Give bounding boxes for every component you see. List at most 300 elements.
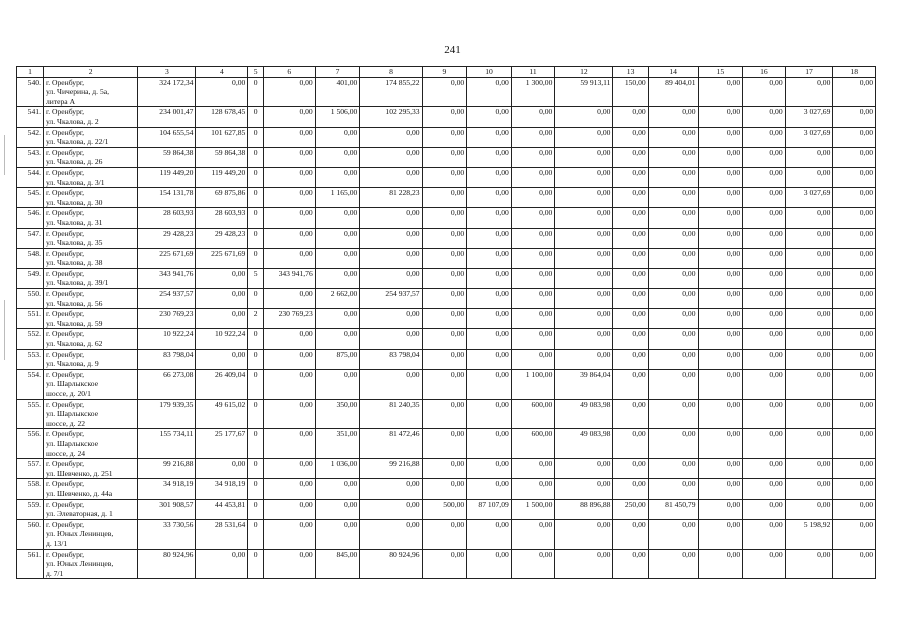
amount-cell: 225 671,69 — [138, 248, 196, 268]
address-cell: г. Оренбург, ул. Чкалова, д. 56 — [43, 289, 137, 309]
amount-cell: 0,00 — [263, 519, 315, 549]
count-cell: 0 — [248, 208, 264, 228]
amount-cell: 0,00 — [648, 228, 698, 248]
table-row — [17, 429, 876, 459]
amount-cell: 0,00 — [698, 208, 743, 228]
row-number-cell: 549. — [17, 268, 44, 288]
amount-cell: 0,00 — [833, 519, 876, 549]
row-number-cell: 540. — [17, 77, 44, 107]
amount-cell: 0,00 — [648, 289, 698, 309]
amount-cell: 0,00 — [613, 107, 648, 127]
count-cell: 0 — [248, 459, 264, 479]
amount-cell: 0,00 — [613, 429, 648, 459]
address-cell: г. Оренбург, ул. Чкалова, д. 35 — [43, 228, 137, 248]
amount-cell: 0,00 — [467, 228, 512, 248]
column-header: 18 — [833, 67, 876, 78]
count-cell: 0 — [248, 399, 264, 429]
amount-cell: 0,00 — [263, 77, 315, 107]
amount-cell: 230 769,23 — [138, 309, 196, 329]
amount-cell: 0,00 — [467, 127, 512, 147]
amount-cell: 0,00 — [555, 329, 613, 349]
amount-cell: 0,00 — [555, 147, 613, 167]
amount-cell: 0,00 — [196, 289, 248, 309]
amount-cell: 0,00 — [422, 127, 467, 147]
amount-cell: 0,00 — [422, 309, 467, 329]
amount-cell: 49 083,98 — [555, 399, 613, 429]
amount-cell: 0,00 — [785, 268, 833, 288]
amount-cell: 350,00 — [315, 399, 360, 429]
amount-cell: 845,00 — [315, 549, 360, 579]
amount-cell: 0,00 — [833, 248, 876, 268]
amount-cell: 0,00 — [315, 248, 360, 268]
amount-cell: 0,00 — [555, 107, 613, 127]
amount-cell: 0,00 — [648, 167, 698, 187]
amount-cell: 0,00 — [555, 208, 613, 228]
address-cell: г. Оренбург, ул. Юных Ленинцев, д. 13/1 — [43, 519, 137, 549]
amount-cell: 0,00 — [422, 479, 467, 499]
column-header: 15 — [698, 67, 743, 78]
amount-cell: 0,00 — [743, 77, 786, 107]
amount-cell: 80 924,96 — [360, 549, 422, 579]
amount-cell: 0,00 — [743, 519, 786, 549]
amount-cell: 0,00 — [613, 228, 648, 248]
count-cell: 0 — [248, 167, 264, 187]
scan-edge-mark — [4, 135, 5, 175]
amount-cell: 0,00 — [743, 329, 786, 349]
address-cell: г. Оренбург, ул. Чичерина, д. 5а, литера А — [43, 77, 137, 107]
amount-cell: 0,00 — [785, 309, 833, 329]
amount-cell: 0,00 — [785, 499, 833, 519]
amount-cell: 0,00 — [422, 147, 467, 167]
address-cell: г. Оренбург, ул. Чкалова, д. 59 — [43, 309, 137, 329]
amount-cell: 324 172,34 — [138, 77, 196, 107]
amount-cell: 0,00 — [785, 549, 833, 579]
amount-cell: 0,00 — [785, 329, 833, 349]
amount-cell: 0,00 — [422, 349, 467, 369]
amount-cell: 0,00 — [422, 248, 467, 268]
amount-cell: 250,00 — [613, 499, 648, 519]
amount-cell: 0,00 — [422, 289, 467, 309]
amount-cell: 0,00 — [648, 107, 698, 127]
amount-cell: 0,00 — [360, 309, 422, 329]
amount-cell: 600,00 — [511, 399, 555, 429]
address-cell: г. Оренбург, ул. Шарлыкское шоссе, д. 22 — [43, 399, 137, 429]
amount-cell: 600,00 — [511, 429, 555, 459]
amount-cell: 0,00 — [422, 188, 467, 208]
amount-cell: 0,00 — [698, 309, 743, 329]
amount-cell: 10 922,24 — [138, 329, 196, 349]
row-number-cell: 550. — [17, 289, 44, 309]
amount-cell: 0,00 — [833, 127, 876, 147]
row-number-cell: 547. — [17, 228, 44, 248]
amount-cell: 0,00 — [511, 248, 555, 268]
amount-cell: 0,00 — [467, 77, 512, 107]
amount-cell: 0,00 — [315, 228, 360, 248]
amount-cell: 0,00 — [467, 349, 512, 369]
amount-cell: 0,00 — [785, 208, 833, 228]
amount-cell: 0,00 — [698, 268, 743, 288]
amount-cell: 0,00 — [511, 268, 555, 288]
amount-cell: 154 131,78 — [138, 188, 196, 208]
amount-cell: 234 001,47 — [138, 107, 196, 127]
amount-cell: 0,00 — [555, 549, 613, 579]
amount-cell: 119 449,20 — [196, 167, 248, 187]
amount-cell: 0,00 — [360, 127, 422, 147]
table-row — [17, 399, 876, 429]
scan-edge-mark — [4, 300, 5, 360]
amount-cell: 101 627,85 — [196, 127, 248, 147]
amount-cell: 0,00 — [467, 248, 512, 268]
amount-cell: 28 603,93 — [196, 208, 248, 228]
table-row — [17, 208, 876, 228]
row-number-cell: 559. — [17, 499, 44, 519]
amount-cell: 500,00 — [422, 499, 467, 519]
address-cell: г. Оренбург, ул. Чкалова, д. 26 — [43, 147, 137, 167]
amount-cell: 0,00 — [555, 289, 613, 309]
amount-cell: 0,00 — [555, 459, 613, 479]
amount-cell: 0,00 — [196, 549, 248, 579]
amount-cell: 0,00 — [833, 499, 876, 519]
address-cell: г. Оренбург, ул. Чкалова, д. 2 — [43, 107, 137, 127]
amount-cell: 0,00 — [467, 208, 512, 228]
amount-cell: 2 662,00 — [315, 289, 360, 309]
amount-cell: 0,00 — [743, 167, 786, 187]
count-cell: 0 — [248, 228, 264, 248]
amount-cell: 0,00 — [467, 519, 512, 549]
count-cell: 0 — [248, 369, 264, 399]
amount-cell: 0,00 — [263, 459, 315, 479]
amount-cell: 0,00 — [648, 459, 698, 479]
amount-cell: 29 428,23 — [196, 228, 248, 248]
count-cell: 0 — [248, 107, 264, 127]
amount-cell: 0,00 — [263, 549, 315, 579]
amount-cell: 0,00 — [833, 188, 876, 208]
amount-cell: 0,00 — [833, 479, 876, 499]
amount-cell: 0,00 — [743, 459, 786, 479]
amount-cell: 0,00 — [743, 147, 786, 167]
amount-cell: 0,00 — [648, 268, 698, 288]
amount-cell: 0,00 — [315, 519, 360, 549]
count-cell: 0 — [248, 147, 264, 167]
amount-cell: 0,00 — [422, 268, 467, 288]
table-row — [17, 147, 876, 167]
amount-cell: 0,00 — [511, 519, 555, 549]
amount-cell: 81 240,35 — [360, 399, 422, 429]
table-row — [17, 549, 876, 579]
amount-cell: 0,00 — [613, 188, 648, 208]
amount-cell: 0,00 — [467, 289, 512, 309]
amount-cell: 343 941,76 — [263, 268, 315, 288]
amount-cell: 0,00 — [263, 127, 315, 147]
amount-cell: 0,00 — [263, 479, 315, 499]
address-cell: г. Оренбург, ул. Чкалова, д. 9 — [43, 349, 137, 369]
amount-cell: 0,00 — [196, 309, 248, 329]
amount-cell: 0,00 — [743, 188, 786, 208]
amount-cell: 0,00 — [785, 479, 833, 499]
amount-cell: 0,00 — [467, 429, 512, 459]
amount-cell: 0,00 — [263, 369, 315, 399]
amount-cell: 0,00 — [511, 208, 555, 228]
column-header: 12 — [555, 67, 613, 78]
column-header: 11 — [511, 67, 555, 78]
amount-cell: 0,00 — [360, 167, 422, 187]
amount-cell: 0,00 — [833, 349, 876, 369]
amount-cell: 0,00 — [360, 147, 422, 167]
row-number-cell: 558. — [17, 479, 44, 499]
amount-cell: 102 295,33 — [360, 107, 422, 127]
amount-cell: 39 864,04 — [555, 369, 613, 399]
amount-cell: 3 027,69 — [785, 107, 833, 127]
amount-cell: 0,00 — [511, 188, 555, 208]
count-cell: 2 — [248, 309, 264, 329]
row-number-cell: 561. — [17, 549, 44, 579]
amount-cell: 0,00 — [422, 519, 467, 549]
amount-cell: 1 300,00 — [511, 77, 555, 107]
row-number-cell: 543. — [17, 147, 44, 167]
amount-cell: 0,00 — [467, 329, 512, 349]
amount-cell: 0,00 — [785, 77, 833, 107]
amount-cell: 0,00 — [555, 479, 613, 499]
row-number-cell: 544. — [17, 167, 44, 187]
amount-cell: 0,00 — [613, 459, 648, 479]
amount-cell: 0,00 — [648, 349, 698, 369]
page-number: 241 — [444, 44, 461, 56]
amount-cell: 0,00 — [511, 147, 555, 167]
address-cell: г. Оренбург, ул. Шарлыкское шоссе, д. 24 — [43, 429, 137, 459]
row-number-cell: 560. — [17, 519, 44, 549]
amount-cell: 0,00 — [785, 228, 833, 248]
amount-cell: 0,00 — [511, 549, 555, 579]
count-cell: 0 — [248, 499, 264, 519]
amount-cell: 0,00 — [360, 268, 422, 288]
row-number-cell: 541. — [17, 107, 44, 127]
amount-cell: 0,00 — [422, 208, 467, 228]
amount-cell: 1 165,00 — [315, 188, 360, 208]
address-cell: г. Оренбург, ул. Чкалова, д. 31 — [43, 208, 137, 228]
amount-cell: 0,00 — [743, 228, 786, 248]
column-header: 5 — [248, 67, 264, 78]
amount-cell: 0,00 — [467, 549, 512, 579]
amount-cell: 49 615,02 — [196, 399, 248, 429]
amount-cell: 0,00 — [511, 459, 555, 479]
amount-cell: 87 107,09 — [467, 499, 512, 519]
amount-cell: 0,00 — [613, 369, 648, 399]
amount-cell: 81 228,23 — [360, 188, 422, 208]
amount-cell: 0,00 — [698, 248, 743, 268]
amount-cell: 26 409,04 — [196, 369, 248, 399]
amount-cell: 0,00 — [833, 459, 876, 479]
amount-cell: 0,00 — [698, 369, 743, 399]
amount-cell: 0,00 — [698, 167, 743, 187]
amount-cell: 0,00 — [833, 208, 876, 228]
column-header: 10 — [467, 67, 512, 78]
amount-cell: 69 875,86 — [196, 188, 248, 208]
table-row — [17, 519, 876, 549]
amount-cell: 0,00 — [743, 549, 786, 579]
table-row — [17, 349, 876, 369]
amount-cell: 0,00 — [360, 369, 422, 399]
amount-cell: 59 913,11 — [555, 77, 613, 107]
table-row — [17, 459, 876, 479]
table-row — [17, 329, 876, 349]
row-number-cell: 548. — [17, 248, 44, 268]
amount-cell: 0,00 — [555, 188, 613, 208]
amount-cell: 0,00 — [743, 268, 786, 288]
amount-cell: 29 428,23 — [138, 228, 196, 248]
amount-cell: 99 216,88 — [138, 459, 196, 479]
amount-cell: 0,00 — [613, 248, 648, 268]
amount-cell: 0,00 — [315, 127, 360, 147]
amount-cell: 0,00 — [511, 167, 555, 187]
table-row — [17, 248, 876, 268]
amount-cell: 0,00 — [613, 268, 648, 288]
amount-cell: 351,00 — [315, 429, 360, 459]
amount-cell: 0,00 — [315, 147, 360, 167]
amount-cell: 0,00 — [833, 329, 876, 349]
address-cell: г. Оренбург, ул. Шарлыкское шоссе, д. 20/1 — [43, 369, 137, 399]
amount-cell: 0,00 — [511, 127, 555, 147]
amount-cell: 0,00 — [263, 349, 315, 369]
row-number-cell: 555. — [17, 399, 44, 429]
count-cell: 0 — [248, 549, 264, 579]
amount-cell: 0,00 — [467, 167, 512, 187]
amount-cell: 0,00 — [315, 208, 360, 228]
amount-cell: 0,00 — [613, 399, 648, 429]
amount-cell: 1 036,00 — [315, 459, 360, 479]
amount-cell: 401,00 — [315, 77, 360, 107]
row-number-cell: 557. — [17, 459, 44, 479]
data-table — [16, 66, 876, 579]
row-number-cell: 556. — [17, 429, 44, 459]
amount-cell: 80 924,96 — [138, 549, 196, 579]
amount-cell: 0,00 — [422, 77, 467, 107]
amount-cell: 0,00 — [422, 549, 467, 579]
amount-cell: 33 730,56 — [138, 519, 196, 549]
amount-cell: 0,00 — [613, 309, 648, 329]
amount-cell: 0,00 — [467, 399, 512, 429]
amount-cell: 0,00 — [698, 549, 743, 579]
amount-cell: 0,00 — [422, 167, 467, 187]
amount-cell: 0,00 — [555, 167, 613, 187]
amount-cell: 0,00 — [315, 329, 360, 349]
count-cell: 0 — [248, 248, 264, 268]
amount-cell: 0,00 — [698, 289, 743, 309]
amount-cell: 0,00 — [698, 228, 743, 248]
column-header: 17 — [785, 67, 833, 78]
amount-cell: 0,00 — [511, 329, 555, 349]
column-header: 7 — [315, 67, 360, 78]
amount-cell: 25 177,67 — [196, 429, 248, 459]
address-cell: г. Оренбург, ул. Элеваторная, д. 1 — [43, 499, 137, 519]
amount-cell: 0,00 — [263, 499, 315, 519]
amount-cell: 0,00 — [613, 127, 648, 147]
amount-cell: 0,00 — [648, 369, 698, 399]
address-cell: г. Оренбург, ул. Чкалова, д. 22/1 — [43, 127, 137, 147]
amount-cell: 0,00 — [648, 248, 698, 268]
amount-cell: 0,00 — [785, 289, 833, 309]
table-row — [17, 499, 876, 519]
amount-cell: 0,00 — [698, 147, 743, 167]
amount-cell: 0,00 — [360, 208, 422, 228]
column-header: 4 — [196, 67, 248, 78]
amount-cell: 0,00 — [648, 479, 698, 499]
row-number-cell: 552. — [17, 329, 44, 349]
amount-cell: 0,00 — [833, 549, 876, 579]
amount-cell: 0,00 — [360, 519, 422, 549]
amount-cell: 0,00 — [743, 289, 786, 309]
amount-cell: 0,00 — [833, 289, 876, 309]
amount-cell: 0,00 — [422, 369, 467, 399]
count-cell: 0 — [248, 77, 264, 107]
amount-cell: 0,00 — [785, 147, 833, 167]
amount-cell: 0,00 — [555, 127, 613, 147]
amount-cell: 104 655,54 — [138, 127, 196, 147]
amount-cell: 0,00 — [315, 499, 360, 519]
amount-cell: 0,00 — [743, 208, 786, 228]
amount-cell: 0,00 — [743, 248, 786, 268]
amount-cell: 0,00 — [555, 228, 613, 248]
amount-cell: 28 531,64 — [196, 519, 248, 549]
amount-cell: 0,00 — [698, 77, 743, 107]
table-row — [17, 107, 876, 127]
amount-cell: 0,00 — [833, 369, 876, 399]
amount-cell: 0,00 — [648, 329, 698, 349]
amount-cell: 0,00 — [698, 399, 743, 429]
amount-cell: 155 734,11 — [138, 429, 196, 459]
column-header: 8 — [360, 67, 422, 78]
amount-cell: 0,00 — [833, 268, 876, 288]
amount-cell: 49 083,98 — [555, 429, 613, 459]
count-cell: 0 — [248, 329, 264, 349]
amount-cell: 179 939,35 — [138, 399, 196, 429]
amount-cell: 0,00 — [196, 268, 248, 288]
amount-cell: 0,00 — [613, 519, 648, 549]
amount-cell: 0,00 — [467, 268, 512, 288]
count-cell: 0 — [248, 188, 264, 208]
address-cell: г. Оренбург, ул. Чкалова, д. 38 — [43, 248, 137, 268]
amount-cell: 1 506,00 — [315, 107, 360, 127]
amount-cell: 0,00 — [263, 228, 315, 248]
amount-cell: 0,00 — [648, 519, 698, 549]
amount-cell: 0,00 — [613, 479, 648, 499]
amount-cell: 0,00 — [648, 399, 698, 429]
amount-cell: 5 198,92 — [785, 519, 833, 549]
amount-cell: 0,00 — [555, 349, 613, 369]
amount-cell: 0,00 — [698, 188, 743, 208]
address-cell: г. Оренбург, ул. Чкалова, д. 30 — [43, 188, 137, 208]
table-row — [17, 289, 876, 309]
amount-cell: 0,00 — [833, 77, 876, 107]
row-number-cell: 554. — [17, 369, 44, 399]
amount-cell: 0,00 — [648, 429, 698, 459]
amount-cell: 0,00 — [555, 309, 613, 329]
amount-cell: 0,00 — [360, 499, 422, 519]
column-header: 3 — [138, 67, 196, 78]
amount-cell: 0,00 — [511, 228, 555, 248]
amount-cell: 0,00 — [360, 248, 422, 268]
amount-cell: 0,00 — [833, 147, 876, 167]
amount-cell: 0,00 — [360, 329, 422, 349]
table-row — [17, 167, 876, 187]
amount-cell: 66 273,08 — [138, 369, 196, 399]
amount-cell: 0,00 — [422, 228, 467, 248]
amount-cell: 44 453,81 — [196, 499, 248, 519]
amount-cell: 0,00 — [743, 107, 786, 127]
amount-cell: 81 450,79 — [648, 499, 698, 519]
amount-cell: 301 908,57 — [138, 499, 196, 519]
amount-cell: 0,00 — [511, 107, 555, 127]
amount-cell: 0,00 — [785, 369, 833, 399]
